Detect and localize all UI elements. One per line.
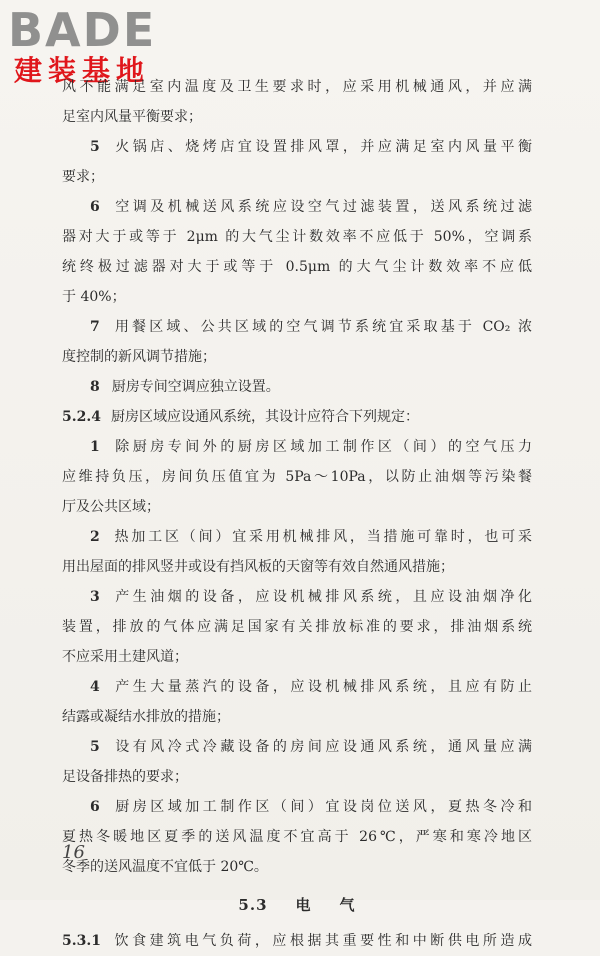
line-text: 器对大于或等于 2μm 的大气尘计数效率不应低于 50%，空调系 [62,229,532,245]
text-line [62,222,532,252]
text-line [62,312,532,342]
page-number: 16 [62,842,85,863]
line-text: 厨房专间空调应独立设置。 [111,379,280,395]
line-text: 不应采用土建风道； [62,649,188,665]
logo-subtitle: 建装基地 [14,54,151,87]
paragraph [62,432,532,522]
line-text: 用餐区域、公共区域的空气调节系统宜采取基于 CO₂ 浓 [111,319,532,335]
paragraph [62,312,532,372]
line-text: 热加工区（间）宜采用机械排风，当措施可靠时，也可采 [111,529,532,545]
paragraph [62,732,532,792]
item-number: 6 [90,799,100,815]
text-line [62,522,532,552]
item-number: 1 [90,439,100,455]
line-text: 厨房区域应设通风系统，其设计应符合下列规定： [110,409,419,425]
line-text: 厨房区域加工制作区（间）宜设岗位送风，夏热冬冷和 [111,799,532,815]
line-text: 产生大量蒸汽的设备，应设机械排风系统，且应有防止 [111,679,532,695]
text-line [62,552,532,582]
item-number: 3 [90,589,100,605]
line-text: 设有风冷式冷藏设备的房间应设通风系统，通风量应满 [111,739,532,755]
text-line [62,372,532,402]
text-line [62,402,532,432]
line-text: 应维持负压，房间负压值宜为 5Pa～10Pa，以防止油烟等污染餐 [62,469,532,485]
paragraph [62,372,532,402]
item-number: 5 [90,739,100,755]
item-number: 6 [90,199,100,215]
line-text: 统终极过滤器对大于或等于 0.5μm 的大气尘计数效率不应低 [62,259,532,275]
section-heading [62,886,532,924]
text-line [62,926,532,956]
text-line [62,732,532,762]
clause-number: 5.3.1 [62,933,101,949]
line-text: 产生油烟的设备，应设机械排风系统，且应设油烟净化 [111,589,532,605]
line-text: 足室内风量平衡要求； [62,109,202,125]
line-text: 装置，排放的气体应满足国家有关排放标准的要求，排油烟系统 [62,619,532,635]
paragraph [62,582,532,672]
item-number: 2 [90,529,100,545]
text-line [62,282,532,312]
item-number: 5 [90,139,100,155]
item-number: 7 [90,319,100,335]
document-body [62,72,532,956]
item-number: 4 [90,679,100,695]
text-line [62,432,532,462]
line-text: 空调及机械送风系统应设空气过滤装置，送风系统过滤 [111,199,532,215]
text-line [62,762,532,792]
text-line [62,102,532,132]
paragraph [62,192,532,312]
text-line [62,642,532,672]
logo-wordmark: BADE [8,3,157,57]
line-text: 冬季的送风温度不宜低于 20℃。 [62,859,268,875]
paragraph [62,672,532,732]
text-line [62,162,532,192]
section-title-part: 气 [339,896,356,914]
text-line [62,492,532,522]
line-text: 于 40%； [62,289,126,305]
text-line [62,672,532,702]
line-text: 足设备排热的要求； [62,769,188,785]
section-title-part: 电 [295,896,312,914]
paragraph [62,792,532,882]
text-line [62,612,532,642]
paragraph [62,132,532,192]
paragraph [62,522,532,582]
paragraph [62,72,532,132]
section-number: 5.3 [238,896,268,914]
line-text: 用出屋面的排风竖井或设有挡风板的天窗等有效自然通风措施； [62,559,454,575]
item-number: 8 [90,379,100,395]
text-line [62,852,532,882]
text-line [62,342,532,372]
clause-number: 5.2.4 [62,409,101,425]
line-text: 饮食建筑电气负荷，应根据其重要性和中断供电所造成 [110,933,532,949]
line-text: 夏热冬暖地区夏季的送风温度不宜高于 26℃，严寒和寒冷地区 [62,829,532,845]
text-line [62,192,532,222]
line-text: 度控制的新风调节措施； [62,349,216,365]
text-line [62,582,532,612]
text-line [62,252,532,282]
line-text: 要求； [62,169,104,185]
text-line [62,72,532,102]
line-text: 结露或凝结水排放的措施； [62,709,230,725]
text-line [62,462,532,492]
text-line [62,132,532,162]
text-line [62,822,532,852]
text-line [62,792,532,822]
line-text: 火锅店、烧烤店宜设置排风罩，并应满足室内风量平衡 [111,139,532,155]
text-line [62,702,532,732]
paragraph [62,402,532,432]
line-text: 除厨房专间外的厨房区域加工制作区（间）的空气压力 [111,439,532,455]
line-text: 风不能满足室内温度及卫生要求时，应采用机械通风，并应满 [62,79,532,95]
line-text: 厅及公共区域； [62,499,160,515]
